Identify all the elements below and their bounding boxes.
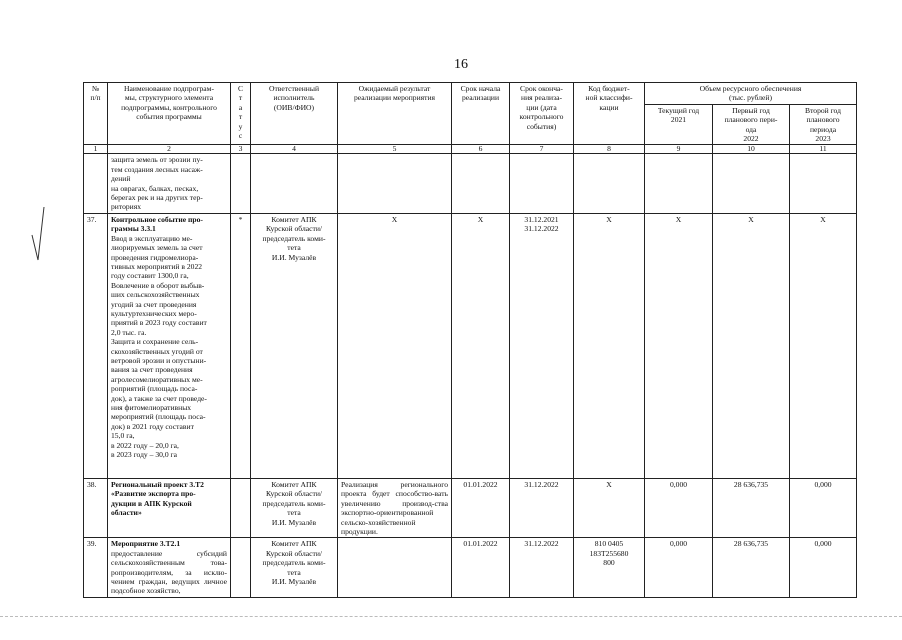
column-number: 7 [510,145,574,154]
row-start: 01.01.2022 [452,538,510,597]
header-num: № п/п [84,83,108,145]
row-budget-code: X [574,213,645,478]
page-number: 16 [454,57,468,72]
row-name: предоставление субсидий сельскохозяйственным това-ропроизводителям, за исклю-чением граждан, ведущих личное подсобное хозяйство, [111,548,227,596]
row-current [645,154,713,213]
row-budget-code: X [574,478,645,537]
row-result [338,154,452,213]
row-start: X [452,213,510,478]
row-status [231,478,251,537]
row-num: 38. [84,478,108,537]
row-end: 31.12.2021 31.12.2022 [510,213,574,478]
header-plan-year-1: Первый год планового пери- ода 2022 [713,104,790,145]
header-plan-year-2: Второй год планового периода 2023 [790,104,857,145]
header-row [84,83,857,105]
header-end: Срок оконча- ния реализа- ции (дата контрольного события) [510,83,574,145]
column-number: 3 [231,145,251,154]
header-status: С т а т у с [231,83,251,145]
row-current: 0,000 [645,538,713,597]
table-row [84,154,857,213]
row-status: * [231,213,251,478]
row-end [510,154,574,213]
handwritten-check-mark [30,205,70,265]
row-num: 39. [84,538,108,597]
column-number: 11 [790,145,857,154]
column-number: 8 [574,145,645,154]
row-executor: Комитет АПК Курской области/ председатель коми- тета И.И. Музалёв [251,213,338,478]
row-name: защита земель от эрозии пу- тем создания лесных насаж- дений на оврагах, балках, песках, берегах рек и на других тер- риториях [108,154,231,213]
header-current-year: Текущий год 2021 [645,104,713,145]
table-row [84,538,857,597]
row-start [452,154,510,213]
row-name-bold: Региональный проект 3.Т2 «Развитие экспорта про- дукции в АПК Курской области» [108,478,231,537]
row-status [231,538,251,597]
row-start: 01.01.2022 [452,478,510,537]
column-number-row [84,145,857,154]
header-start: Срок начала реализации [452,83,510,145]
row-budget-code: 810 0405 183Т255680 800 [574,538,645,597]
row-executor: Комитет АПК Курской области/ председатель коми- тета И.И. Музалёв [251,538,338,597]
row-plan2 [790,154,857,213]
row-plan2: 0,000 [790,478,857,537]
row-plan1: 28 636,735 [713,538,790,597]
row-budget-code [574,154,645,213]
column-number: 9 [645,145,713,154]
column-number: 1 [84,145,108,154]
row-plan2: X [790,213,857,478]
row-executor [251,154,338,213]
row-end: 31.12.2022 [510,538,574,597]
row-plan1 [713,154,790,213]
program-table [83,82,857,598]
table-row [84,478,857,537]
row-result [338,538,452,597]
row-current: X [645,213,713,478]
column-number: 10 [713,145,790,154]
table-row [84,213,857,478]
row-num: 37. [84,213,108,478]
column-number: 4 [251,145,338,154]
row-result: X [338,213,452,478]
column-number: 2 [108,145,231,154]
header-executor: Ответственный исполнитель (ОИВ/ФИО) [251,83,338,145]
row-plan1: 28 636,735 [713,478,790,537]
header-budget-code: Код бюджет- ной классифи- кации [574,83,645,145]
row-name-bold: Мероприятие 3.Т2.1 [111,539,181,549]
header-funding: Объем ресурсного обеспечения (тыс. рублей) [645,83,857,105]
row-current: 0,000 [645,478,713,537]
row-plan2: 0,000 [790,538,857,597]
column-number: 6 [452,145,510,154]
row-executor: Комитет АПК Курской области/ председатель коми- тета И.И. Музалёв [251,478,338,537]
header-result: Ожидаемый результат реализации мероприятия [338,83,452,145]
row-name-bold: Контрольное событие про- граммы 3.3.1 [111,214,203,234]
row-name-cell [108,213,231,478]
row-result: Реализация регионального проекта будет способство-вать увеличению производ-ства экспортно-ориентированной сельско-хозяйственной продукции. [338,478,452,537]
scan-edge-line [0,616,902,617]
row-name-cell [108,538,231,597]
row-status [231,154,251,213]
row-end: 31.12.2022 [510,478,574,537]
row-num [84,154,108,213]
column-number: 5 [338,145,452,154]
row-name: Ввод в эксплуатацию ме- лиорируемых земель за счет проведения гидромелиора- тивных мероприятий в 2022 году составит 1300,0 га, Вовлечение в оборот выбыв- ших сельскохозяйственных угодий за счет проведения культуртехнических меро- приятий в 2023 году составит 2,0 тыс. га. Защита и сохранение сель- скохозяйственных угодий от ветровой эрозии и опустыни- вания за счет проведения агролесомелиоративных ме- роприятий (площадь поса- док), а также за счет проведе- ния фитомелиоративных мероприятий (площадь поса- док) в 2021 году составит 15,0 га, в 2022 году – 20,0 га, в 2023 году – 30,0 га [111,233,207,460]
header-name: Наименование подпрограм- мы, структурного элемента подпрограммы, контрольного события программы [108,83,231,145]
row-plan1: X [713,213,790,478]
